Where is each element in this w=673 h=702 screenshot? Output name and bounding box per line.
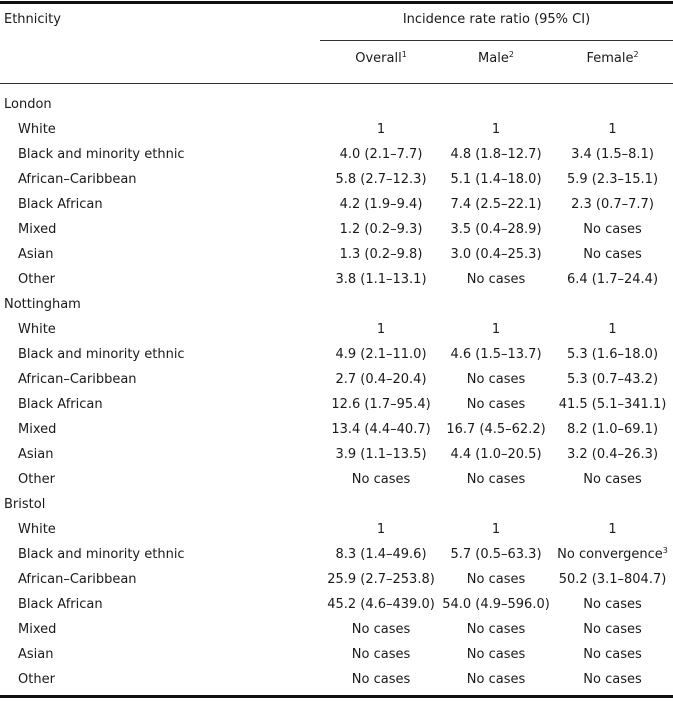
cell-female: 41.5 (5.1–341.1): [558, 397, 667, 412]
cell-female: 5.9 (2.3–15.1): [566, 172, 659, 187]
cell-overall: No cases: [351, 472, 411, 487]
ethnicity-label: Mixed: [18, 222, 57, 237]
ethnicity-label: Black and minority ethnic: [18, 147, 185, 162]
table-top-rule: [0, 1, 673, 4]
ethnicity-label: White: [18, 522, 56, 537]
cell-overall: 1.2 (0.2–9.3): [339, 222, 423, 237]
cell-male: 4.8 (1.8–12.7): [450, 147, 542, 162]
ethnicity-column-header: Ethnicity: [4, 12, 61, 27]
table-row: [0, 592, 673, 617]
column-header-male: Male$^2$: [478, 50, 514, 66]
table-row: [0, 267, 673, 292]
table-row: [0, 417, 673, 442]
cell-female: No cases: [583, 222, 642, 237]
ethnicity-label: Mixed: [18, 622, 57, 637]
cell-male: 7.4 (2.5–22.1): [450, 197, 542, 212]
cell-overall: 4.2 (1.9–9.4): [339, 197, 423, 212]
cell-overall: 12.6 (1.7–95.4): [331, 397, 431, 412]
table-row: [0, 517, 673, 542]
cell-male: 16.7 (4.5–62.2): [446, 422, 546, 437]
cell-overall: 1: [376, 122, 386, 137]
table-row: [0, 242, 673, 267]
table-row: [0, 342, 673, 367]
ethnicity-label: Other: [18, 672, 55, 687]
cell-overall: 3.8 (1.1–13.1): [335, 272, 427, 287]
cell-male: No cases: [466, 622, 526, 637]
cell-female: No cases: [583, 597, 642, 612]
cell-overall: 45.2 (4.6–439.0): [327, 597, 435, 612]
city-name: Bristol: [4, 497, 46, 512]
cell-female: 5.3 (1.6–18.0): [566, 347, 659, 362]
table-row: [0, 567, 673, 592]
cell-overall: 2.7 (0.4–20.4): [335, 372, 427, 387]
cell-male: 4.6 (1.5–13.7): [450, 347, 542, 362]
cell-female: No convergence$^3$: [557, 546, 668, 562]
ethnicity-label: Asian: [18, 447, 54, 462]
cell-overall: 1: [376, 322, 386, 337]
cell-overall: 4.9 (2.1–11.0): [335, 347, 427, 362]
cell-female: 50.2 (3.1–804.7): [558, 572, 667, 587]
ethnicity-label: White: [18, 322, 56, 337]
table-row: [0, 367, 673, 392]
ethnicity-label: Asian: [18, 247, 54, 262]
ethnicity-label: White: [18, 122, 56, 137]
cell-female: No cases: [583, 622, 642, 637]
cell-overall: 8.3 (1.4–49.6): [335, 547, 427, 562]
ethnicity-label: Black African: [18, 397, 103, 412]
city-row: [0, 92, 673, 117]
ethnicity-label: African–Caribbean: [18, 372, 137, 387]
ethnicity-label: Black African: [18, 197, 103, 212]
table-row: [0, 542, 673, 567]
cell-female: 6.4 (1.7–24.4): [566, 272, 659, 287]
cell-overall: 1.3 (0.2–9.8): [339, 247, 423, 262]
city-row: [0, 492, 673, 517]
ethnicity-label: Asian: [18, 647, 54, 662]
table-row: [0, 142, 673, 167]
irr-spanning-header: Incidence rate ratio (95% CI): [402, 12, 591, 27]
cell-female: No cases: [583, 472, 642, 487]
cell-overall: 13.4 (4.4–40.7): [331, 422, 431, 437]
cell-overall: 4.0 (2.1–7.7): [339, 147, 423, 162]
column-header-overall: Overall$^1$: [355, 50, 407, 66]
ethnicity-label: Black and minority ethnic: [18, 547, 185, 562]
table-row: [0, 442, 673, 467]
cell-overall: No cases: [351, 672, 411, 687]
ethnicity-label: Other: [18, 472, 55, 487]
table-row: [0, 467, 673, 492]
table-row: [0, 167, 673, 192]
ethnicity-label: Black African: [18, 597, 103, 612]
cell-male: 1: [491, 522, 501, 537]
city-name: Nottingham: [4, 297, 81, 312]
cell-female: 2.3 (0.7–7.7): [571, 197, 654, 212]
ethnicity-label: African–Caribbean: [18, 572, 137, 587]
table-row: [0, 392, 673, 417]
spanning-header-rule: [320, 40, 673, 41]
cell-male: No cases: [466, 672, 526, 687]
ethnicity-label: Other: [18, 272, 55, 287]
ethnicity-label: Mixed: [18, 422, 57, 437]
cell-male: 3.5 (0.4–28.9): [450, 222, 542, 237]
cell-female: 5.3 (0.7–43.2): [566, 372, 659, 387]
table-row: [0, 642, 673, 667]
cell-male: No cases: [466, 572, 526, 587]
table-row: [0, 117, 673, 142]
cell-female: 1: [608, 122, 617, 137]
cell-female: 1: [608, 322, 617, 337]
city-row: [0, 292, 673, 317]
cell-overall: 1: [376, 522, 386, 537]
table-row: [0, 217, 673, 242]
cell-female: 8.2 (1.0–69.1): [566, 422, 659, 437]
city-name: London: [4, 97, 52, 112]
cell-overall: 5.8 (2.7–12.3): [335, 172, 427, 187]
cell-overall: No cases: [351, 622, 411, 637]
footnote-marker: 3: [662, 546, 668, 555]
ethnicity-label: Black and minority ethnic: [18, 347, 185, 362]
cell-female: 3.2 (0.4–26.3): [566, 447, 659, 462]
table-bottom-rule: [0, 695, 673, 698]
table-row: [0, 667, 673, 692]
cell-male: 3.0 (0.4–25.3): [450, 247, 542, 262]
column-header-female: Female$^2$: [586, 50, 639, 66]
cell-female: No cases: [583, 672, 642, 687]
cell-male: 4.4 (1.0–20.5): [450, 447, 542, 462]
ethnicity-label: African–Caribbean: [18, 172, 137, 187]
cell-male: No cases: [466, 372, 526, 387]
cell-male: No cases: [466, 472, 526, 487]
cell-overall: 3.9 (1.1–13.5): [335, 447, 427, 462]
cell-male: No cases: [466, 647, 526, 662]
cell-male: 1: [491, 122, 501, 137]
table-body: [0, 92, 673, 692]
cell-overall: No cases: [351, 647, 411, 662]
table-row: [0, 617, 673, 642]
header-bottom-rule: [0, 83, 673, 84]
cell-male: No cases: [466, 397, 526, 412]
cell-male: 5.7 (0.5–63.3): [450, 547, 542, 562]
cell-female: 1: [608, 522, 617, 537]
table-row: [0, 192, 673, 217]
cell-female: No cases: [583, 647, 642, 662]
cell-male: 1: [491, 322, 501, 337]
cell-female: No cases: [583, 247, 642, 262]
cell-male: 54.0 (4.9–596.0): [442, 597, 550, 612]
cell-male: No cases: [466, 272, 526, 287]
cell-male: 5.1 (1.4–18.0): [450, 172, 542, 187]
table-row: [0, 317, 673, 342]
cell-overall: 25.9 (2.7–253.8): [327, 572, 435, 587]
cell-female: 3.4 (1.5–8.1): [571, 147, 654, 162]
